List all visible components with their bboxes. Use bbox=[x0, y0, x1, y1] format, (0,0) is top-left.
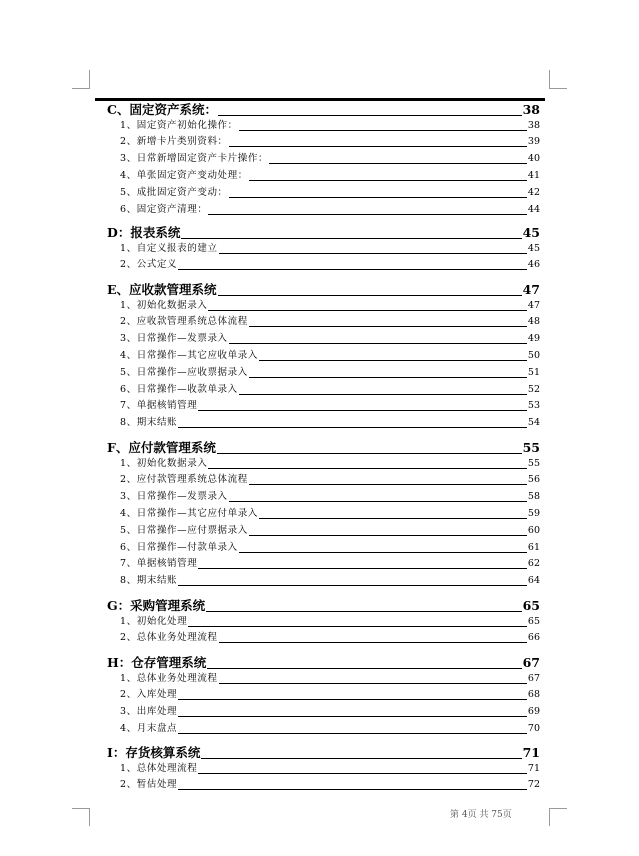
crop-mark-top-left bbox=[72, 88, 90, 89]
toc-subentry-title: 6、日常操作—付款单录入 bbox=[120, 541, 238, 553]
toc-page-number: 65 bbox=[527, 615, 540, 627]
toc-subentry-title: 1、总体业务处理流程 bbox=[120, 672, 218, 684]
toc-leader-line bbox=[181, 238, 521, 239]
toc-subentry[interactable] bbox=[120, 299, 540, 313]
toc-subentry-title: 5、日常操作—应收票据录入 bbox=[120, 366, 248, 378]
toc-subentry-title: 4、日常操作—其它应收单录入 bbox=[120, 349, 258, 361]
toc-subentry-title: 7、单据核销管理 bbox=[120, 400, 198, 412]
toc-page-number: 40 bbox=[527, 153, 540, 165]
toc-page-number: 38 bbox=[522, 102, 540, 117]
toc-page-number: 51 bbox=[527, 366, 540, 378]
toc-subentry[interactable] bbox=[120, 315, 540, 329]
crop-mark-bottom-left bbox=[72, 808, 90, 809]
toc-page-number: 62 bbox=[527, 558, 540, 570]
toc-leader-line bbox=[178, 716, 527, 717]
toc-section-entry[interactable] bbox=[107, 440, 540, 456]
toc-subentry-title: 2、应收款管理系统总体流程 bbox=[120, 316, 248, 328]
toc-leader-line bbox=[217, 453, 522, 454]
header-rule bbox=[95, 98, 545, 101]
toc-subentry-title: 3、出库处理 bbox=[120, 706, 178, 718]
toc-page-number: 61 bbox=[527, 541, 540, 553]
toc-section-title: I：存货核算系统 bbox=[107, 745, 201, 760]
toc-page-number: 72 bbox=[527, 779, 540, 791]
toc-subentry-title: 2、应付款管理系统总体流程 bbox=[120, 474, 248, 486]
toc-leader-line bbox=[259, 518, 527, 519]
crop-mark-top-right bbox=[549, 88, 567, 89]
toc-section-title: H：仓存管理系统 bbox=[107, 655, 207, 670]
toc-page-number: 46 bbox=[527, 259, 540, 271]
toc-page-number: 59 bbox=[527, 507, 540, 519]
toc-page-number: 48 bbox=[527, 316, 540, 328]
toc-subentry[interactable] bbox=[120, 473, 540, 487]
toc-leader-line bbox=[178, 789, 527, 790]
toc-section-title: G：采购管理系统 bbox=[107, 598, 206, 613]
toc-leader-line bbox=[269, 163, 527, 164]
toc-section-entry[interactable] bbox=[107, 745, 540, 761]
toc-section-entry[interactable] bbox=[107, 225, 540, 241]
toc-page-number: 55 bbox=[527, 457, 540, 469]
crop-mark-bottom-right bbox=[549, 808, 567, 809]
toc-subentry-title: 3、日常操作—发票录入 bbox=[120, 491, 228, 503]
toc-leader-line bbox=[206, 611, 521, 612]
toc-subentry-title: 1、总体处理流程 bbox=[120, 762, 198, 774]
toc-leader-line bbox=[208, 310, 526, 311]
toc-leader-line bbox=[178, 699, 527, 700]
toc-leader-line bbox=[239, 394, 527, 395]
toc-subentry[interactable] bbox=[120, 557, 540, 571]
toc-page-number: 65 bbox=[522, 598, 540, 613]
toc-section-title: D：报表系统 bbox=[107, 225, 181, 240]
toc-leader-line bbox=[259, 360, 527, 361]
toc-subentry-title: 1、初始化数据录入 bbox=[120, 299, 208, 311]
toc-subentry-title: 6、固定资产清理： bbox=[120, 203, 208, 215]
toc-leader-line bbox=[207, 668, 521, 669]
toc-subentry[interactable] bbox=[120, 135, 540, 149]
toc-subentry-title: 5、日常操作—应付票据录入 bbox=[120, 524, 248, 536]
toc-subentry[interactable] bbox=[120, 169, 540, 183]
toc-subentry[interactable] bbox=[120, 366, 540, 380]
toc-subentry[interactable] bbox=[120, 688, 540, 702]
toc-leader-line bbox=[249, 377, 527, 378]
toc-subentry[interactable] bbox=[120, 186, 540, 200]
toc-subentry-title: 3、日常操作—发票录入 bbox=[120, 333, 228, 345]
toc-subentry[interactable] bbox=[120, 457, 540, 471]
toc-leader-line bbox=[208, 214, 526, 215]
toc-page-number: 47 bbox=[527, 299, 540, 311]
toc-subentry[interactable] bbox=[120, 722, 540, 736]
toc-subentry[interactable] bbox=[120, 332, 540, 346]
toc-subentry[interactable] bbox=[120, 399, 540, 413]
toc-subentry-title: 4、单张固定资产变动处理： bbox=[120, 169, 248, 181]
toc-subentry[interactable] bbox=[120, 416, 540, 430]
toc-subentry-title: 1、初始化处理 bbox=[120, 615, 188, 627]
toc-leader-line bbox=[178, 585, 527, 586]
toc-subentry-title: 2、公式定义 bbox=[120, 259, 178, 271]
toc-page-number: 45 bbox=[522, 225, 540, 240]
toc-subentry[interactable] bbox=[120, 672, 540, 686]
toc-page-number: 49 bbox=[527, 333, 540, 345]
toc-page-number: 71 bbox=[522, 745, 540, 760]
toc-section-title: C、固定资产系统： bbox=[107, 102, 217, 117]
toc-leader-line bbox=[219, 642, 527, 643]
toc-page-number: 71 bbox=[527, 762, 540, 774]
toc-subentry[interactable] bbox=[120, 203, 540, 217]
toc-page-number: 56 bbox=[527, 474, 540, 486]
toc-leader-line bbox=[239, 130, 527, 131]
toc-section-title: F、应付款管理系统 bbox=[107, 440, 216, 455]
toc-leader-line bbox=[198, 568, 527, 569]
toc-leader-line bbox=[198, 410, 527, 411]
toc-subentry[interactable] bbox=[120, 762, 540, 776]
toc-page-number: 44 bbox=[527, 203, 540, 215]
toc-leader-line bbox=[201, 758, 521, 759]
toc-subentry[interactable] bbox=[120, 490, 540, 504]
toc-leader-line bbox=[218, 295, 522, 296]
toc-subentry[interactable] bbox=[120, 778, 540, 792]
toc-page-number: 45 bbox=[527, 242, 540, 254]
toc-subentry[interactable] bbox=[120, 574, 540, 588]
toc-subentry[interactable] bbox=[120, 615, 540, 629]
toc-leader-line bbox=[229, 343, 527, 344]
toc-subentry[interactable] bbox=[120, 383, 540, 397]
toc-section-entry[interactable] bbox=[107, 102, 540, 118]
toc-leader-line bbox=[219, 683, 527, 684]
toc-subentry-title: 7、单据核销管理 bbox=[120, 558, 198, 570]
toc-subentry-title: 2、总体业务处理流程 bbox=[120, 632, 218, 644]
toc-page-number: 47 bbox=[522, 282, 540, 297]
toc-page-number: 70 bbox=[527, 722, 540, 734]
toc-leader-line bbox=[178, 733, 527, 734]
toc-subentry[interactable] bbox=[120, 258, 540, 272]
toc-page-number: 52 bbox=[527, 383, 540, 395]
toc-section-title: E、应收款管理系统 bbox=[107, 282, 217, 297]
toc-section-entry[interactable] bbox=[107, 655, 540, 671]
toc-subentry[interactable] bbox=[120, 631, 540, 645]
page-footer: 第 4页 共 75页 bbox=[450, 810, 512, 820]
toc-leader-line bbox=[249, 326, 527, 327]
toc-leader-line bbox=[198, 773, 527, 774]
toc-subentry-title: 1、固定资产初始化操作： bbox=[120, 119, 238, 131]
toc-leader-line bbox=[219, 253, 527, 254]
toc-leader-line bbox=[249, 180, 527, 181]
toc-page-number: 39 bbox=[527, 136, 540, 148]
toc-subentry-title: 1、初始化数据录入 bbox=[120, 457, 208, 469]
toc-page-number: 60 bbox=[527, 524, 540, 536]
toc-subentry-title: 8、期末结账 bbox=[120, 417, 178, 429]
crop-mark-bottom-right bbox=[549, 808, 550, 826]
toc-page-number: 41 bbox=[527, 169, 540, 181]
toc-page-number: 68 bbox=[527, 689, 540, 701]
toc-subentry-title: 8、期末结账 bbox=[120, 575, 178, 587]
toc-subentry-title: 2、暂估处理 bbox=[120, 779, 178, 791]
toc-subentry[interactable] bbox=[120, 119, 540, 133]
toc-leader-line bbox=[249, 484, 527, 485]
toc-leader-line bbox=[239, 552, 527, 553]
crop-mark-bottom-left bbox=[89, 808, 90, 826]
toc-page-number: 66 bbox=[527, 632, 540, 644]
toc-subentry[interactable] bbox=[120, 705, 540, 719]
toc-leader-line bbox=[178, 427, 527, 428]
crop-mark-top-right bbox=[549, 70, 550, 88]
toc-page-number: 42 bbox=[527, 186, 540, 198]
toc-page-number: 58 bbox=[527, 491, 540, 503]
toc-subentry[interactable] bbox=[120, 152, 540, 166]
toc-leader-line bbox=[229, 146, 527, 147]
toc-subentry-title: 4、月末盘点 bbox=[120, 722, 178, 734]
toc-page-number: 67 bbox=[527, 672, 540, 684]
toc-page-number: 69 bbox=[527, 706, 540, 718]
toc-subentry-title: 4、日常操作—其它应付单录入 bbox=[120, 507, 258, 519]
crop-mark-top-left bbox=[89, 70, 90, 88]
toc-subentry[interactable] bbox=[120, 242, 540, 256]
toc-subentry-title: 2、新增卡片类别资料： bbox=[120, 136, 228, 148]
toc-page-number: 53 bbox=[527, 400, 540, 412]
toc-page-number: 50 bbox=[527, 349, 540, 361]
toc-leader-line bbox=[229, 501, 527, 502]
toc-page-number: 38 bbox=[527, 119, 540, 131]
toc-leader-line bbox=[218, 115, 522, 116]
toc-subentry[interactable] bbox=[120, 541, 540, 555]
toc-subentry-title: 3、日常新增固定资产卡片操作： bbox=[120, 153, 269, 165]
toc-subentry-title: 6、日常操作—收款单录入 bbox=[120, 383, 238, 395]
toc-leader-line bbox=[178, 269, 527, 270]
toc-leader-line bbox=[229, 197, 527, 198]
toc-leader-line bbox=[249, 535, 527, 536]
toc-page-number: 54 bbox=[527, 417, 540, 429]
toc-subentry[interactable] bbox=[120, 349, 540, 363]
toc-leader-line bbox=[208, 468, 526, 469]
toc-section-entry[interactable] bbox=[107, 598, 540, 614]
toc-subentry-title: 1、自定义报表的建立 bbox=[120, 242, 218, 254]
toc-page-number: 67 bbox=[522, 655, 540, 670]
toc-subentry-title: 2、入库处理 bbox=[120, 689, 178, 701]
toc-page-number: 55 bbox=[522, 440, 540, 455]
toc-subentry[interactable] bbox=[120, 524, 540, 538]
toc-section-entry[interactable] bbox=[107, 282, 540, 298]
toc-subentry-title: 5、成批固定资产变动： bbox=[120, 186, 228, 198]
toc-subentry[interactable] bbox=[120, 507, 540, 521]
toc-leader-line bbox=[188, 626, 527, 627]
toc-page-number: 64 bbox=[527, 575, 540, 587]
